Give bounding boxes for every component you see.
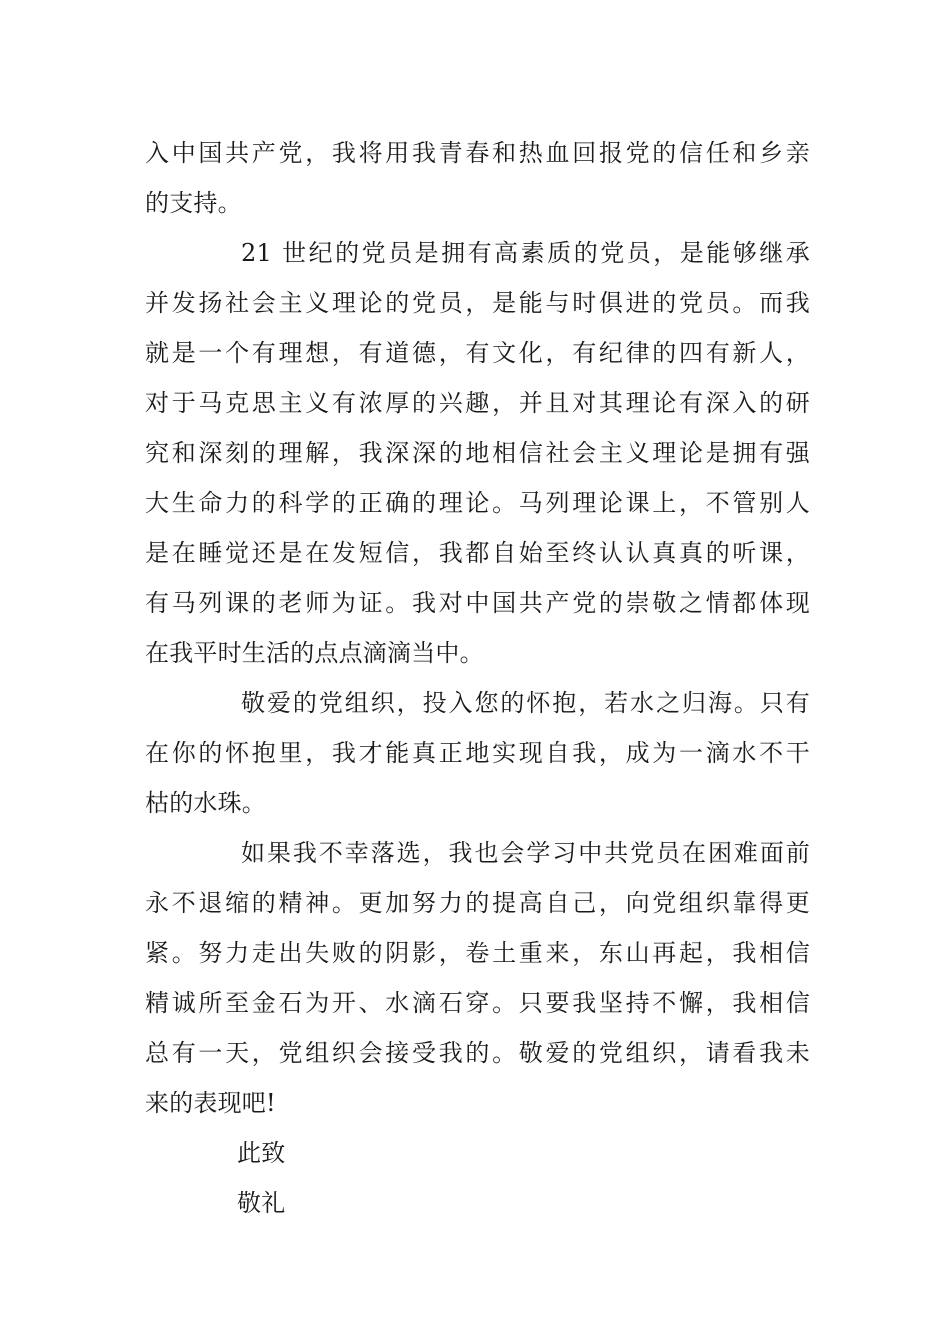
text-line: 永不退缩的精神。更加努力的提高自己，向党组织靠得更 xyxy=(145,889,810,917)
letter-body xyxy=(145,128,810,1228)
text-line: 枯的水珠。 xyxy=(145,789,266,817)
text-line: 的支持。 xyxy=(145,189,242,217)
text-line: 大生命力的科学的正确的理论。马列理论课上，不管别人 xyxy=(145,489,810,517)
text-line: 有马列课的老师为证。我对中国共产党的崇敬之情都体现 xyxy=(145,589,810,617)
text-line: 21 世纪的党员是拥有高素质的党员，是能够继承 xyxy=(241,239,810,267)
closing-salutation xyxy=(145,1128,810,1228)
text-line: 在我平时生活的点点滴滴当中。 xyxy=(145,639,484,667)
text-line: 对于马克思主义有浓厚的兴趣，并且对其理论有深入的研 xyxy=(145,389,810,417)
paragraph-4 xyxy=(145,828,810,1128)
paragraph-3 xyxy=(145,678,810,828)
text-line: 并发扬社会主义理论的党员，是能与时俱进的党员。而我 xyxy=(145,289,810,317)
text-line: 如果我不幸落选，我也会学习中共党员在困难面前 xyxy=(241,839,810,867)
text-line: 精诚所至金石为开、水滴石穿。只要我坚持不懈，我相信 xyxy=(145,989,810,1017)
text-line: 在你的怀抱里，我才能真正地实现自我，成为一滴水不干 xyxy=(145,739,810,767)
paragraph-1 xyxy=(145,128,810,228)
text-line: 就是一个有理想，有道德，有文化，有纪律的四有新人， xyxy=(145,339,810,367)
closing-line-2: 敬礼 xyxy=(237,1189,286,1217)
text-line: 敬爱的党组织，投入您的怀抱，若水之归海。只有 xyxy=(241,689,810,717)
text-line: 入中国共产党，我将用我青春和热血回报党的信任和乡亲 xyxy=(145,139,810,167)
text-line: 是在睡觉还是在发短信，我都自始至终认认真真的听课， xyxy=(145,539,810,567)
text-line: 来的表现吧! xyxy=(145,1089,276,1117)
paragraph-2 xyxy=(145,228,810,678)
closing-line-1: 此致 xyxy=(237,1139,286,1167)
text-line: 总有一天，党组织会接受我的。敬爱的党组织，请看我未 xyxy=(145,1039,810,1067)
text-line: 紧。努力走出失败的阴影，卷土重来，东山再起，我相信 xyxy=(145,939,810,967)
text-line: 究和深刻的理解，我深深的地相信社会主义理论是拥有强 xyxy=(145,439,810,467)
